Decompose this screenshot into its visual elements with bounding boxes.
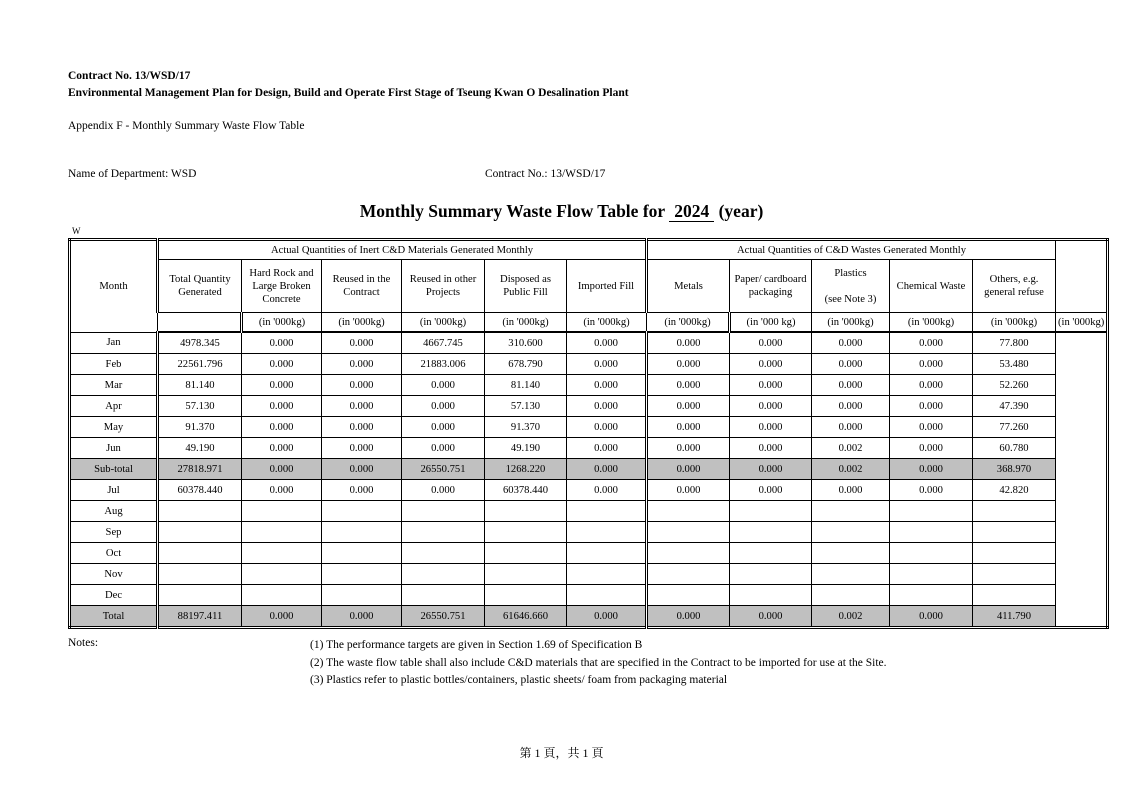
unit-cell: (in '000kg) bbox=[890, 313, 973, 333]
value-cell: 0.000 bbox=[242, 459, 322, 480]
value-cell: 0.000 bbox=[730, 606, 812, 628]
value-cell bbox=[890, 522, 973, 543]
unit-cell: (in '000kg) bbox=[1056, 313, 1108, 333]
value-cell bbox=[973, 585, 1056, 606]
value-cell bbox=[973, 543, 1056, 564]
note-item-3: (3) Plastics refer to plastic bottles/containers, plastic sheets/ foam from packaging material bbox=[310, 674, 728, 686]
value-cell bbox=[730, 564, 812, 585]
value-cell: 0.000 bbox=[567, 606, 647, 628]
value-cell: 0.000 bbox=[730, 417, 812, 438]
waste-flow-table bbox=[68, 238, 1109, 629]
value-cell: 0.000 bbox=[812, 332, 890, 354]
value-cell: 0.000 bbox=[567, 332, 647, 354]
value-cell: 0.000 bbox=[647, 459, 730, 480]
value-cell: 0.000 bbox=[730, 396, 812, 417]
value-cell: 0.000 bbox=[730, 332, 812, 354]
value-cell: 0.000 bbox=[647, 396, 730, 417]
value-cell: 0.000 bbox=[647, 375, 730, 396]
value-cell: 42.820 bbox=[973, 480, 1056, 501]
month-cell: Jan bbox=[70, 332, 158, 354]
value-cell: 0.000 bbox=[567, 396, 647, 417]
value-cell: 0.000 bbox=[567, 480, 647, 501]
value-cell: 60.780 bbox=[973, 438, 1056, 459]
value-cell: 0.000 bbox=[242, 438, 322, 459]
value-cell bbox=[567, 501, 647, 522]
unit-cell: (in '000kg) bbox=[322, 313, 402, 333]
month-cell: Apr bbox=[70, 396, 158, 417]
value-cell: 49.190 bbox=[158, 438, 242, 459]
value-cell bbox=[647, 585, 730, 606]
column-header bbox=[730, 260, 812, 313]
value-cell bbox=[242, 501, 322, 522]
value-cell: 26550.751 bbox=[402, 606, 485, 628]
table-row-sub-total bbox=[70, 459, 1108, 480]
table-row-aug bbox=[70, 501, 1108, 522]
value-cell: 77.800 bbox=[973, 332, 1056, 354]
table-row-nov bbox=[70, 564, 1108, 585]
department-name: Name of Department: WSD bbox=[68, 168, 197, 180]
month-cell: Aug bbox=[70, 501, 158, 522]
month-cell: Mar bbox=[70, 375, 158, 396]
value-cell bbox=[567, 522, 647, 543]
value-cell: 0.000 bbox=[647, 417, 730, 438]
table-row-dec bbox=[70, 585, 1108, 606]
unit-cell-month bbox=[158, 313, 242, 333]
column-header bbox=[402, 260, 485, 313]
value-cell: 0.000 bbox=[567, 375, 647, 396]
value-cell bbox=[890, 564, 973, 585]
value-cell: 60378.440 bbox=[485, 480, 567, 501]
column-header bbox=[158, 260, 242, 313]
column-header-label: Disposed as Public Fill bbox=[500, 274, 551, 298]
value-cell: 0.000 bbox=[242, 354, 322, 375]
value-cell bbox=[242, 585, 322, 606]
value-cell bbox=[402, 585, 485, 606]
table-row-may bbox=[70, 417, 1108, 438]
notes-list bbox=[310, 637, 887, 690]
column-header-label: Chemical Waste bbox=[896, 280, 966, 292]
unit-cell: (in '000kg) bbox=[402, 313, 485, 333]
column-header-label: Total Quantity Generated bbox=[169, 274, 231, 298]
value-cell: 0.000 bbox=[567, 354, 647, 375]
title-prefix: Monthly Summary Waste Flow Table for bbox=[359, 201, 665, 221]
value-cell bbox=[567, 543, 647, 564]
value-cell: 81.140 bbox=[158, 375, 242, 396]
value-cell: 0.000 bbox=[890, 606, 973, 628]
table-row-jun bbox=[70, 438, 1108, 459]
title-suffix: (year) bbox=[718, 201, 764, 221]
value-cell bbox=[485, 543, 567, 564]
value-cell bbox=[485, 564, 567, 585]
document-header bbox=[68, 68, 629, 102]
value-cell: 0.000 bbox=[890, 375, 973, 396]
value-cell: 22561.796 bbox=[158, 354, 242, 375]
value-cell bbox=[242, 543, 322, 564]
value-cell: 26550.751 bbox=[402, 459, 485, 480]
value-cell: 0.000 bbox=[242, 375, 322, 396]
month-cell: Jul bbox=[70, 480, 158, 501]
value-cell: 4978.345 bbox=[158, 332, 242, 354]
value-cell: 0.000 bbox=[730, 480, 812, 501]
value-cell: 53.480 bbox=[973, 354, 1056, 375]
unit-cell: (in '000kg) bbox=[973, 313, 1056, 333]
value-cell: 0.000 bbox=[242, 417, 322, 438]
value-cell bbox=[812, 501, 890, 522]
column-header-label: Reused in the Contract bbox=[332, 274, 391, 298]
value-cell: 310.600 bbox=[485, 332, 567, 354]
value-cell: 0.000 bbox=[730, 438, 812, 459]
value-cell: 0.000 bbox=[402, 417, 485, 438]
value-cell bbox=[647, 522, 730, 543]
value-cell bbox=[242, 564, 322, 585]
month-cell: May bbox=[70, 417, 158, 438]
value-cell: 0.000 bbox=[812, 417, 890, 438]
value-cell bbox=[890, 585, 973, 606]
value-cell: 0.000 bbox=[890, 332, 973, 354]
column-header bbox=[812, 260, 890, 313]
value-cell: 0.000 bbox=[812, 480, 890, 501]
value-cell: 4667.745 bbox=[402, 332, 485, 354]
value-cell: 0.000 bbox=[647, 606, 730, 628]
value-cell: 0.000 bbox=[890, 438, 973, 459]
value-cell: 0.000 bbox=[322, 396, 402, 417]
value-cell: 52.260 bbox=[973, 375, 1056, 396]
column-header bbox=[485, 260, 567, 313]
table-row-jul bbox=[70, 480, 1108, 501]
value-cell: 91.370 bbox=[485, 417, 567, 438]
title-year: 2024 bbox=[669, 201, 714, 222]
value-cell: 0.000 bbox=[567, 438, 647, 459]
value-cell bbox=[322, 501, 402, 522]
value-cell: 88197.411 bbox=[158, 606, 242, 628]
value-cell bbox=[812, 522, 890, 543]
value-cell: 0.000 bbox=[890, 459, 973, 480]
value-cell bbox=[402, 522, 485, 543]
value-cell: 0.000 bbox=[730, 354, 812, 375]
value-cell: 0.000 bbox=[647, 332, 730, 354]
unit-cell: (in '000 kg) bbox=[730, 313, 812, 333]
note-item-2: (2) The waste flow table shall also include C&D materials that are specified in the Contract to be imported for use at the Site. bbox=[310, 656, 887, 669]
value-cell: 57.130 bbox=[158, 396, 242, 417]
value-cell bbox=[485, 585, 567, 606]
table-row-jan bbox=[70, 332, 1108, 354]
column-header-label: Hard Rock and Large Broken Concrete bbox=[249, 267, 314, 305]
value-cell: 368.970 bbox=[973, 459, 1056, 480]
value-cell bbox=[158, 585, 242, 606]
column-header-label: Metals bbox=[674, 280, 703, 292]
value-cell bbox=[567, 585, 647, 606]
column-header bbox=[647, 260, 730, 313]
value-cell: 0.000 bbox=[402, 396, 485, 417]
value-cell bbox=[973, 522, 1056, 543]
value-cell bbox=[730, 522, 812, 543]
group-header-2: Actual Quantities of C&D Wastes Generated Monthly bbox=[647, 240, 1056, 260]
value-cell: 0.000 bbox=[647, 480, 730, 501]
column-header-note: (see Note 3) bbox=[824, 293, 877, 305]
value-cell: 21883.006 bbox=[402, 354, 485, 375]
note-item-1: (1) The performance targets are given in Section 1.69 of Specification B bbox=[310, 639, 643, 651]
month-cell: Dec bbox=[70, 585, 158, 606]
table-row-feb bbox=[70, 354, 1108, 375]
value-cell bbox=[812, 585, 890, 606]
value-cell: 0.000 bbox=[322, 354, 402, 375]
value-cell: 27818.971 bbox=[158, 459, 242, 480]
column-header-label: Plastics bbox=[834, 267, 867, 279]
table-row-total bbox=[70, 606, 1108, 628]
value-cell bbox=[812, 564, 890, 585]
value-cell: 57.130 bbox=[485, 396, 567, 417]
value-cell: 0.000 bbox=[730, 375, 812, 396]
col-header-month: Month bbox=[70, 240, 158, 333]
column-header bbox=[973, 260, 1056, 313]
stray-mark: W bbox=[72, 226, 81, 236]
value-cell: 678.790 bbox=[485, 354, 567, 375]
month-cell: Sep bbox=[70, 522, 158, 543]
value-cell bbox=[973, 564, 1056, 585]
value-cell: 47.390 bbox=[973, 396, 1056, 417]
month-cell: Feb bbox=[70, 354, 158, 375]
column-header-label: Reused in other Projects bbox=[409, 274, 477, 298]
value-cell: 91.370 bbox=[158, 417, 242, 438]
value-cell: 0.000 bbox=[322, 417, 402, 438]
value-cell bbox=[730, 501, 812, 522]
value-cell: 0.000 bbox=[402, 438, 485, 459]
value-cell: 0.000 bbox=[242, 396, 322, 417]
value-cell: 0.000 bbox=[322, 459, 402, 480]
value-cell: 0.000 bbox=[890, 396, 973, 417]
value-cell: 0.000 bbox=[812, 396, 890, 417]
value-cell bbox=[322, 564, 402, 585]
value-cell bbox=[890, 543, 973, 564]
value-cell: 0.000 bbox=[890, 480, 973, 501]
unit-cell: (in '000kg) bbox=[812, 313, 890, 333]
table-row-oct bbox=[70, 543, 1108, 564]
month-cell: Sub-total bbox=[70, 459, 158, 480]
value-cell: 60378.440 bbox=[158, 480, 242, 501]
column-header bbox=[567, 260, 647, 313]
value-cell bbox=[647, 543, 730, 564]
month-cell: Nov bbox=[70, 564, 158, 585]
column-header bbox=[322, 260, 402, 313]
value-cell bbox=[322, 522, 402, 543]
contract-number-line: Contract No. 13/WSD/17 bbox=[68, 70, 191, 82]
table-row-mar bbox=[70, 375, 1108, 396]
value-cell: 0.000 bbox=[890, 417, 973, 438]
value-cell: 0.000 bbox=[242, 332, 322, 354]
value-cell: 0.000 bbox=[242, 606, 322, 628]
group-header-1: Actual Quantities of Inert C&D Materials Generated Monthly bbox=[158, 240, 647, 260]
value-cell: 77.260 bbox=[973, 417, 1056, 438]
unit-cell: (in '000kg) bbox=[485, 313, 567, 333]
value-cell bbox=[322, 585, 402, 606]
plan-title-line: Environmental Management Plan for Design, Build and Operate First Stage of Tseung Kwan O Desalination Plant bbox=[68, 87, 629, 99]
value-cell: 81.140 bbox=[485, 375, 567, 396]
value-cell bbox=[158, 564, 242, 585]
value-cell: 0.002 bbox=[812, 438, 890, 459]
value-cell bbox=[322, 543, 402, 564]
value-cell: 411.790 bbox=[973, 606, 1056, 628]
value-cell bbox=[730, 543, 812, 564]
unit-cell: (in '000kg) bbox=[647, 313, 730, 333]
value-cell bbox=[647, 564, 730, 585]
column-header bbox=[242, 260, 322, 313]
value-cell: 0.000 bbox=[890, 354, 973, 375]
value-cell bbox=[812, 543, 890, 564]
value-cell: 0.000 bbox=[322, 480, 402, 501]
page-number-footer: 第 1 頁，共 1 頁 bbox=[519, 746, 604, 760]
notes-label: Notes: bbox=[68, 637, 99, 649]
page-title bbox=[0, 201, 1123, 222]
value-cell bbox=[242, 522, 322, 543]
value-cell bbox=[158, 522, 242, 543]
value-cell: 49.190 bbox=[485, 438, 567, 459]
table-row-apr bbox=[70, 396, 1108, 417]
value-cell bbox=[890, 501, 973, 522]
column-header bbox=[890, 260, 973, 313]
value-cell bbox=[402, 564, 485, 585]
value-cell bbox=[730, 585, 812, 606]
value-cell bbox=[485, 501, 567, 522]
value-cell bbox=[647, 501, 730, 522]
value-cell: 0.000 bbox=[322, 332, 402, 354]
value-cell: 0.002 bbox=[812, 606, 890, 628]
value-cell bbox=[158, 501, 242, 522]
column-header-label: Paper/ cardboard packaging bbox=[734, 274, 807, 298]
value-cell: 0.002 bbox=[812, 459, 890, 480]
value-cell: 61646.660 bbox=[485, 606, 567, 628]
value-cell: 0.000 bbox=[402, 480, 485, 501]
column-header-label: Others, e.g. general refuse bbox=[984, 274, 1044, 298]
value-cell: 0.000 bbox=[812, 375, 890, 396]
unit-cell: (in '000kg) bbox=[567, 313, 647, 333]
value-cell: 0.000 bbox=[322, 438, 402, 459]
value-cell: 0.000 bbox=[567, 417, 647, 438]
contract-no-field: Contract No.: 13/WSD/17 bbox=[485, 168, 606, 180]
value-cell: 1268.220 bbox=[485, 459, 567, 480]
column-header-label: Imported Fill bbox=[577, 280, 635, 292]
value-cell: 0.000 bbox=[567, 459, 647, 480]
value-cell bbox=[973, 501, 1056, 522]
value-cell bbox=[567, 564, 647, 585]
month-cell: Oct bbox=[70, 543, 158, 564]
value-cell: 0.000 bbox=[730, 459, 812, 480]
month-cell: Total bbox=[70, 606, 158, 628]
value-cell bbox=[158, 543, 242, 564]
value-cell: 0.000 bbox=[242, 480, 322, 501]
appendix-line: Appendix F - Monthly Summary Waste Flow Table bbox=[68, 120, 305, 132]
value-cell: 0.000 bbox=[402, 375, 485, 396]
value-cell: 0.000 bbox=[322, 606, 402, 628]
value-cell bbox=[485, 522, 567, 543]
value-cell: 0.000 bbox=[322, 375, 402, 396]
unit-cell: (in '000kg) bbox=[242, 313, 322, 333]
value-cell: 0.000 bbox=[647, 354, 730, 375]
table-row-sep bbox=[70, 522, 1108, 543]
value-cell bbox=[402, 501, 485, 522]
value-cell bbox=[402, 543, 485, 564]
month-cell: Jun bbox=[70, 438, 158, 459]
value-cell: 0.000 bbox=[647, 438, 730, 459]
value-cell: 0.000 bbox=[812, 354, 890, 375]
